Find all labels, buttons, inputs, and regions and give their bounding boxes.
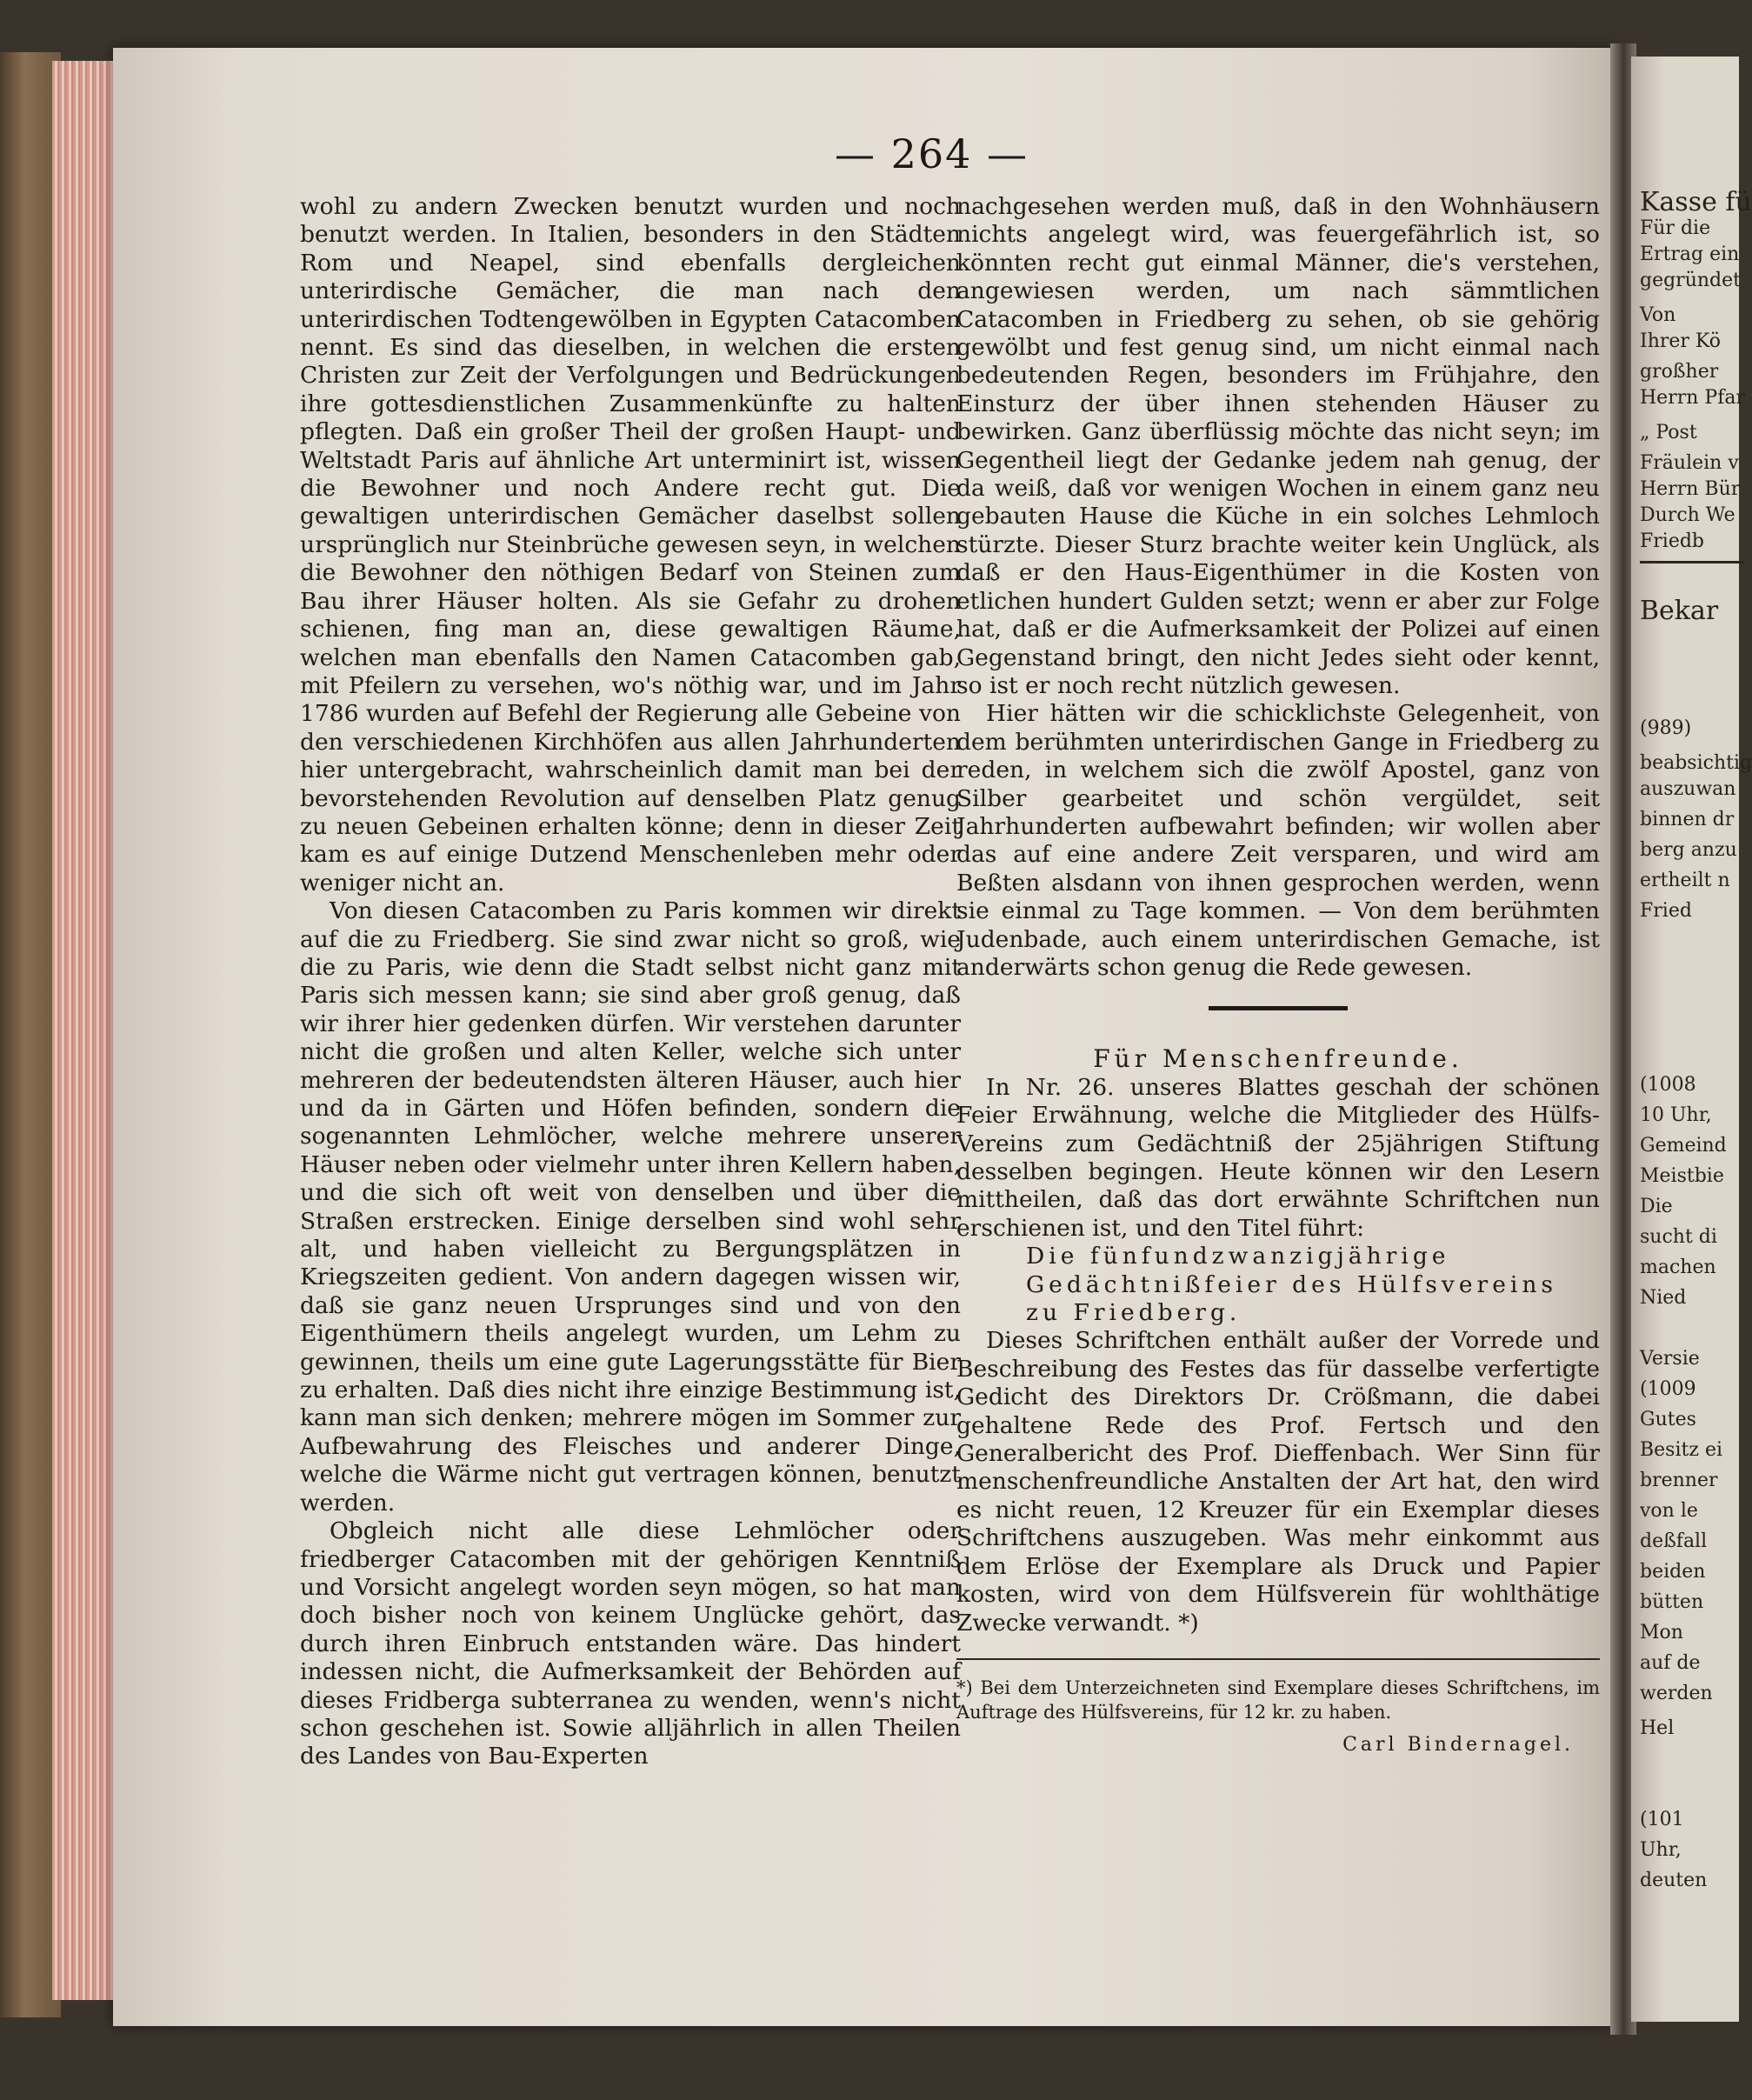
adjacent-page-fragment: Meistbie — [1640, 1165, 1724, 1187]
adjacent-page-fragment: Hel — [1640, 1717, 1675, 1739]
left-column — [300, 193, 961, 1771]
adjacent-page-fragment: auf de — [1640, 1652, 1701, 1674]
adjacent-page-fragment: Bekar — [1640, 596, 1719, 626]
adjacent-page-fragment: Kasse fü — [1640, 187, 1752, 217]
adjacent-page-fragment: 10 Uhr, — [1640, 1104, 1712, 1126]
adjacent-page-fragment: machen — [1640, 1257, 1716, 1278]
adjacent-page-fragment: auszuwan — [1640, 778, 1736, 800]
adjacent-page-fragment: Mon — [1640, 1622, 1683, 1643]
section-divider — [1209, 1006, 1348, 1010]
book-title: Die fünfundzwanzigjährige Gedächtnißfeier des Hülfsvereins zu Friedberg. — [1026, 1243, 1558, 1327]
adjacent-page-fragment: deuten — [1640, 1870, 1708, 1891]
paragraph: Von diesen Catacomben zu Paris kommen wir direkt auf die zu Friedberg. Sie sind zwar nicht so groß, wie die zu Paris, wie denn die Stadt selbst nicht ganz mit Paris sich messen kann; sie sind aber groß genug, daß wir ihrer hier gedenken dürfen. Wir verstehen darunter nicht die großen und alten Keller, welche sich unter mehreren der bedeutendsten älteren Häuser, auch hier und da in Gärten und Höfen befinden, sondern die sogenannten Lehmlöcher, welche mehrere unserer Häuser neben oder vielmehr unter ihren Kellern haben, und die sich oft weit von denselben und über die Straßen erstrecken. Einige derselben sind wohl sehr alt, und haben vielleicht zu Bergungsplätzen in Kriegszeiten gedient. Von andern dagegen wissen wir, daß sie ganz neuen Ursprunges sind und von den Eigenthümern theils angelegt wurden, um Lehm zu gewinnen, theils um eine gute Lagerungsstätte für Bier zu erhalten. Daß dies nicht ihre einzige Bestimmung ist, kann man sich denken; mehrere mögen im Sommer zur Aufbewahrung des Fleisches und anderer Dinge, welche die Wärme nicht gut vertragen können, benutzt werden. — [300, 897, 961, 1517]
adjacent-page-fragment: von le — [1640, 1500, 1698, 1522]
adjacent-page-rule — [1640, 561, 1744, 563]
paragraph: wohl zu andern Zwecken benutzt wurden und noch benutzt werden. In Italien, besonders in den Städten Rom und Neapel, sind ebenfalls dergleichen unterirdische Gemächer, die man nach den unterirdischen Todtengewölben in Egypten Catacomben nennt. Es sind das dieselben, in welchen die ersten Christen zur Zeit der Verfolgungen und Bedrückungen ihre gottesdienstlichen Zusammenkünfte zu halten pflegten. Daß ein großer Theil der großen Haupt- und Weltstadt Paris auf ähnliche Art unterminirt ist, wissen die Bewohner und noch Andere recht gut. Die gewaltigen unterirdischen Gemächer daselbst sollen ursprünglich nur Steinbrüche gewesen seyn, in welchen die Bewohner den nöthigen Bedarf von Steinen zum Bau ihrer Häuser holten. Als sie Gefahr zu drohen schienen, fing man an, diese gewaltigen Räume, welchen man ebenfalls den Namen Catacomben gab, mit Pfeilern zu versehen, wo's nöthig war, und im Jahr 1786 wurden auf Befehl der Regierung alle Gebeine von den verschiedenen Kirchhöfen aus allen Jahrhunderten hier untergebracht, wahrscheinlich damit man bei der bevorstehenden Revolution auf denselben Platz genug zu neuen Gebeinen erhalten könne; denn in dieser Zeit kam es auf einige Dutzend Menschenleben mehr oder weniger nicht an. — [300, 193, 961, 897]
footnote: *) Bei dem Unterzeichneten sind Exemplare dieses Schriftchens, im Auftrage des Hülfsvereins, für 12 kr. zu haben. — [956, 1658, 1600, 1724]
adjacent-page-fragment: Gutes — [1640, 1409, 1696, 1430]
paragraph: Hier hätten wir die schicklichste Gelegenheit, von dem berühmten unterirdischen Gange in Friedberg zu reden, in welchem sich die zwölf Apostel, ganz von Silber gearbeitet und schön vergüldet, seit Jahrhunderten aufbewahrt befinden; wir wollen aber das auf eine andere Zeit versparen, und wird am Beßten alsdann von ihnen gesprochen werden, wenn sie einmal zu Tage kommen. — Von dem berühmten Judenbade, auch einem unterirdischen Gemache, ist anderwärts schon genug die Rede gewesen. — [956, 700, 1600, 981]
adjacent-page-fragment: Von — [1640, 304, 1676, 326]
adjacent-page-fragment: Versie — [1640, 1348, 1700, 1370]
adjacent-page-fragment: sucht di — [1640, 1226, 1717, 1248]
adjacent-page-fragment: Besitz ei — [1640, 1439, 1722, 1461]
right-column — [956, 193, 1600, 1759]
adjacent-page-fragment: Durch We — [1640, 504, 1735, 526]
adjacent-page-fragment: werden — [1640, 1683, 1713, 1704]
adjacent-page-fragment: berg anzu — [1640, 839, 1737, 861]
adjacent-page-fragment: (989) — [1640, 717, 1692, 739]
adjacent-page-fragment: (1008 — [1640, 1074, 1696, 1096]
adjacent-page-fragment: Für die — [1640, 217, 1711, 239]
page-edges — [52, 61, 122, 2000]
adjacent-page-fragment: großher — [1640, 361, 1719, 383]
adjacent-page-fragment: ertheilt n — [1640, 870, 1730, 891]
section-heading: Für Menschenfreunde. — [1093, 1044, 1463, 1074]
adjacent-page-fragment: (101 — [1640, 1809, 1684, 1830]
adjacent-page-fragment: Fried — [1640, 900, 1692, 922]
adjacent-page-fragment: beiden — [1640, 1561, 1706, 1583]
adjacent-page-fragment: brenner — [1640, 1470, 1718, 1491]
adjacent-page-fragment: beabsichtig — [1640, 752, 1752, 774]
signature: Carl Bindernagel. — [1342, 1733, 1574, 1756]
adjacent-page — [1631, 57, 1752, 2022]
adjacent-page-fragment: gegründet — [1640, 270, 1741, 291]
adjacent-page-fragment: binnen dr — [1640, 809, 1735, 830]
page-number: — 264 — — [835, 130, 1029, 177]
adjacent-page-fragment: bütten — [1640, 1591, 1704, 1613]
adjacent-page-fragment: Ertrag ein — [1640, 243, 1740, 265]
paragraph: Obgleich nicht alle diese Lehmlöcher oder friedberger Catacomben mit der gehörigen Kenntniß und Vorsicht angelegt worden seyn mögen, so hat man doch bisher noch von keinem Unglücke gehört, das durch ihren Einbruch entstanden wäre. Das hindert indessen nicht, die Aufmerksamkeit der Behörden auf dieses Fridberga subterranea zu wenden, wenn's nicht schon geschehen ist. Sowie alljährlich in allen Theilen des Landes von Bau-Experten — [300, 1517, 961, 1770]
adjacent-page-fragment: Herrn Bür — [1640, 478, 1741, 500]
adjacent-page-fragment: Nied — [1640, 1287, 1687, 1309]
adjacent-page-fragment: (1009 — [1640, 1378, 1696, 1400]
adjacent-page-fragment: Die — [1640, 1196, 1673, 1217]
paragraph: nachgesehen werden muß, daß in den Wohnhäusern nichts angelegt wird, was feuergefährlich ist, so könnten recht gut einmal Männer, die's verstehen, angewiesen werden, um nach sämmtlichen Catacomben in Friedberg zu sehen, ob sie gehörig gewölbt und fest genug sind, um nicht einmal nach bedeutenden Regen, besonders im Frühjahre, den Einsturz der über ihnen stehenden Häuser zu bewirken. Ganz überflüssig möchte das nicht seyn; im Gegentheil liegt der Gedanke jedem nah genug, der da weiß, daß vor wenigen Wochen in einem ganz neu gebauten Hause die Küche in ein solches Lehmloch stürzte. Dieser Sturz brachte weiter kein Unglück, als daß er den Haus-Eigenthümer in die Kosten von etlichen hundert Gulden setzt; wenn er aber zur Folge hat, daß er die Aufmerksamkeit der Polizei auf einen Gegenstand bringt, den nicht Jedes sieht oder kennt, so ist er noch recht nützlich gewesen. — [956, 193, 1600, 699]
adjacent-page-fragment: Friedb — [1640, 530, 1705, 552]
adjacent-page-fragment: deßfall — [1640, 1530, 1708, 1552]
adjacent-page-fragment: Fräulein v — [1640, 452, 1739, 474]
adjacent-page-fragment: Herrn Pfar — [1640, 387, 1745, 409]
paragraph: Dieses Schriftchen enthält außer der Vorrede und Beschreibung des Festes das für dasselbe verfertigte Gedicht des Direktors Dr. Crößmann, die dabei gehaltene Rede des Prof. Fertsch und den Generalbericht des Prof. Dieffenbach. Wer Sinn für menschenfreundliche Anstalten der Art hat, den wird es nicht reuen, 12 Kreuzer für ein Exemplar dieses Schriftchens auszugeben. Was mehr einkommt aus dem Erlöse der Exemplare als Druck und Papier kosten, wird von dem Hülfsverein für wohlthätige Zwecke verwandt. *) — [956, 1327, 1600, 1637]
adjacent-page-fragment: Uhr, — [1640, 1839, 1682, 1861]
paragraph: In Nr. 26. unseres Blattes geschah der schönen Feier Erwähnung, welche die Mitglieder des Hülfs-Vereins zum Gedächtniß der 25jährigen Stiftung desselben begingen. Heute können wir den Lesern mittheilen, daß das dort erwähnte Schriftchen nun erschienen ist, und den Titel führt: — [956, 1073, 1600, 1242]
adjacent-page-fragment: „ Post — [1640, 422, 1697, 443]
adjacent-page-fragment: Gemeind — [1640, 1135, 1727, 1157]
adjacent-page-fragment: Ihrer Kö — [1640, 330, 1721, 352]
